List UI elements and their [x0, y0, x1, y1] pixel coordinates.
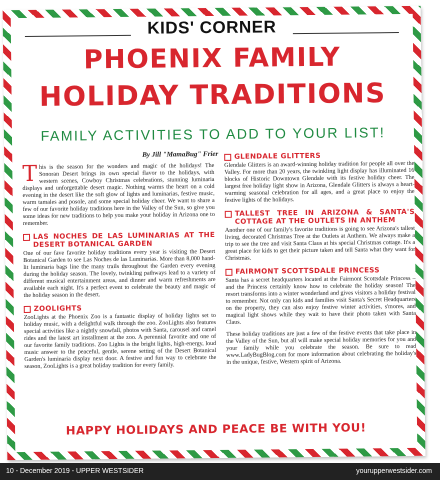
title-line-1: PHOENIX FAMILY: [83, 42, 341, 76]
intro-paragraph: [22, 163, 215, 228]
checkbox-icon: [225, 211, 232, 218]
section-heading-text: GLENDALE GLITTERS: [234, 151, 321, 161]
title-line-2: HOLIDAY TRADITIONS: [39, 78, 386, 113]
candy-cane-border: [3, 6, 426, 460]
section-body-tallest-tree: Another one of our family's favorite traditions is going to see Arizona's tallest living, decorated Christmas Tree at the Outlets at Anthem. We always make a trip to see the tree and visit Santa Claus at his special Christmas cottage. It's a great place for kids to get their picture taken and tell Santa what they want for Christmas.: [224, 225, 416, 262]
checkbox-icon: [225, 269, 232, 276]
page-footer: [0, 463, 440, 480]
section-heading-text: FAIRMONT SCOTTSDALE PRINCESS: [235, 266, 380, 276]
section-heading-text: TALLEST TREE IN ARIZONA & SANTA'S COTTAGE AT THE OUTLETS IN ANTHEM: [234, 207, 415, 226]
byline: By Jill "MamaBug" Frier: [142, 149, 219, 159]
closing-paragraph: These holiday traditions are just a few of the festive events that take place in the Valley of the Sun, but all will make special holiday memories for you and your family while you celebrate the season. Be sure to read www.LadyBugBlog.com for more information about celebrating the holiday's in the unique, festive, Western spirit of Arizona.: [226, 329, 417, 366]
kids-corner-header: KIDS' CORNER: [147, 17, 277, 38]
right-column: [224, 151, 416, 367]
folio-left: 10 - December 2019 - UPPER WESTSIDER: [6, 468, 144, 475]
drop-cap: T: [22, 161, 38, 188]
holiday-greeting: HAPPY HOLIDAYS AND PEACE BE WITH YOU!: [65, 420, 367, 438]
section-heading-glendale: [224, 151, 414, 161]
checkbox-icon: [24, 306, 31, 313]
article-panel: [11, 14, 418, 452]
section-heading-text: ZOOLIGHTS: [33, 304, 82, 313]
section-heading-text: LAS NOCHES DE LAS LUMINARIAS AT THE DESERT BOTANICAL GARDEN: [32, 230, 216, 249]
subtitle: FAMILY ACTIVITIES TO ADD TO YOUR LIST!: [40, 124, 386, 144]
left-column: [22, 163, 216, 371]
section-body-fairmont: Santa has a secret headquarters located at the Fairmont Scottsdale Princess – and the Princess certainly know how to celebrate the holiday season! The resort transforms into a winter wonderland and gives visitors a holiday festival to remember. Not only can kids and families visit Santa's Secret Headquarters on the property, they can also enjoy festive winter activities, s'mores, and magical light shows while they wait to have their photo taken with Santa Claus.: [225, 275, 416, 326]
section-heading-tallest-tree: [225, 208, 415, 226]
checkbox-icon: [224, 154, 231, 161]
section-heading-zoolights: [24, 303, 216, 313]
checkbox-icon: [23, 234, 30, 241]
section-body-zoolights: ZooLights at the Phoenix Zoo is a fantastic display of holiday lights set to holiday music, with a delightful walk through the zoo. ZooLights also features special activities like a nightly snowfall, photos with Santa, carousel and camel rides and the latest art installment at the zoo. A perennial favorite and one of our favorite family traditions. Zoo Lights is the bright lights, high-energy, loud music answer to the peaceful, gentle, serene setting of the Desert Botanical Garden's luminaria display next door. A festive and fun way to celebrate the season, ZooLights is a great holiday tradition for every family.: [23, 312, 217, 370]
intro-text: his is the season for the wonders and magic of the holidays! The Sonoran Desert brings its own special flavor to the holidays, with western scenes, Cowboy Christmas celebrations, stunning luminaria displays and unforgettable desert magic. Nothing warms the heart on a cold evening in the desert like the soft glow of lights and luminarias, festive music, warm tamales and posole, and some special holiday cheer. We want to share a few of our favorite holiday traditions here in the Valley of the Sun, so give you some ideas for new traditions to help you make your holiday in Arizona one to remember.: [22, 162, 215, 228]
section-heading-luminarias: [23, 231, 215, 249]
section-body-luminarias: One of our fave favorite holiday traditions every year is visiting the Desert Botanical Garden to see Las Noches de las Luminarias. More than 8,000 hand-lit luminaria bags line the many trails throughout the Garden every evening during the holiday season. The lovely, twinkling pathways lead to a variety of different musical entertainment areas, and dinner and warm refreshments are available each night. It's a perfect event to celebrate the beauty and magic of the holiday season in the desert.: [23, 248, 216, 299]
folio-website-link[interactable]: yourupperwestsider.com: [356, 468, 432, 475]
section-body-glendale: Glendale Glitters is an award-winning holiday tradition for people all over the Valley. For more than 20 years, the twinkling light display has illuminated 16 blocks of Historic Downtown Glendale with its festive holiday cheer. The largest free holiday light show in Arizona, Glendale Glitters is always a heart-warming seasonal celebration for all ages, and a great place to enjoy the festive lights of the holidays.: [224, 160, 415, 204]
section-heading-fairmont: [225, 266, 415, 276]
